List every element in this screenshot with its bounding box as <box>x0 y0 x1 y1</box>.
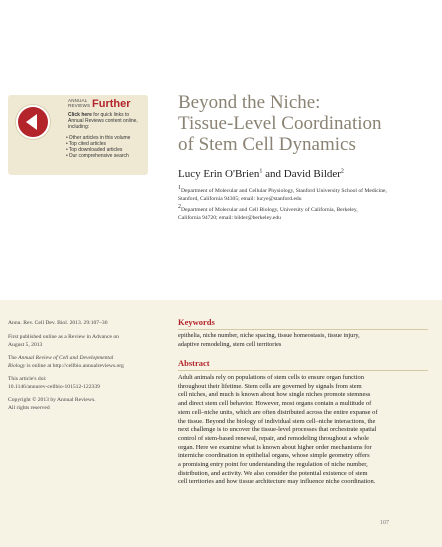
further-link-search[interactable]: • Our comprehensive search <box>66 153 130 159</box>
further-logo-text: Further <box>92 98 131 110</box>
journal-online-note: The Annual Review of Cell and Developmental Biology is online at http://cellbio.annualreviews.org <box>8 355 124 369</box>
keywords-list: epithelia, niche number, niche spacing, tissue homeostasis, tissue injury, adaptive remodeling, stem cell territories <box>178 332 360 348</box>
further-link-top-cited[interactable]: • Top cited articles <box>66 141 130 147</box>
page-number: 107 <box>380 520 389 526</box>
copyright-notice: Copyright © 2013 by Annual Reviews. All rights reserved <box>8 397 96 411</box>
article-doi: This article's doi: 10.1146/annurev-cellbio-101512-122339 <box>8 376 100 390</box>
further-widget[interactable] <box>8 95 148 175</box>
annual-reviews-logo: ANNUAL REVIEWS <box>68 98 91 108</box>
affiliation-1: $^1$Department of Molecular and Cellular Physiology, Stanford University School of Medicine, Stanford, California 94305; email: lucye@stanford.edu <box>178 185 387 202</box>
further-link-top-downloaded[interactable]: • Top downloaded articles <box>66 147 130 153</box>
keywords-heading: Keywords <box>178 317 215 327</box>
article-title: Beyond the Niche: Tissue-Level Coordination of Stem Cell Dynamics <box>178 92 382 155</box>
authors: Lucy Erin O'Brien$^1$ and David Bilder$^2$ <box>178 168 344 180</box>
abstract-divider <box>178 370 428 371</box>
further-links <box>66 135 130 159</box>
journal-citation: Annu. Rev. Cell Dev. Biol. 2013. 29:107–36 <box>8 320 108 326</box>
affiliation-2: $^2$Department of Molecular and Cell Biology, University of California, Berkeley, California 94720; email: bilder@berkeley.edu <box>178 204 358 221</box>
click-here-link[interactable]: Click here <box>68 112 92 118</box>
abstract-heading: Abstract <box>178 358 210 368</box>
doi-link[interactable]: 10.1146/annurev-cellbio-101512-122339 <box>8 383 100 390</box>
keywords-divider <box>178 329 428 330</box>
abstract-text: Adult animals rely on populations of stem cells to ensure organ function throughout their lifetime. Stem cells are governed by signals from stem cell niches, and much is known about how single niches promote stemness and direct stem cell behavior. However, most organs contain a multitude of stem cell–niche units, which are often distributed across the entire expanse of the tissue. Beyond the biology of individual stem cell–niche interactions, the next challenge is to uncover the tissue-level processes that orchestrate spatial control of stem-based renewal, repair, and remodeling throughout a whole organ. Here we examine what is known about higher order mechanisms for interniche coordination in epithelial organs, whose simple geometry offers a promising entry point for understanding the regulation of niche number, distribution, and activity. We also consider the potential existence of stem cell territories and how tissue architecture may influence niche coordination. <box>178 374 378 486</box>
further-link-other-articles[interactable]: • Other articles in this volume <box>66 135 130 141</box>
further-description: Click here for quick links to Annual Reviews content online, including: <box>68 112 138 130</box>
back-arrow-icon[interactable] <box>16 105 50 139</box>
publication-date: First published online as a Review in Advance on August 5, 2013 <box>8 334 119 348</box>
